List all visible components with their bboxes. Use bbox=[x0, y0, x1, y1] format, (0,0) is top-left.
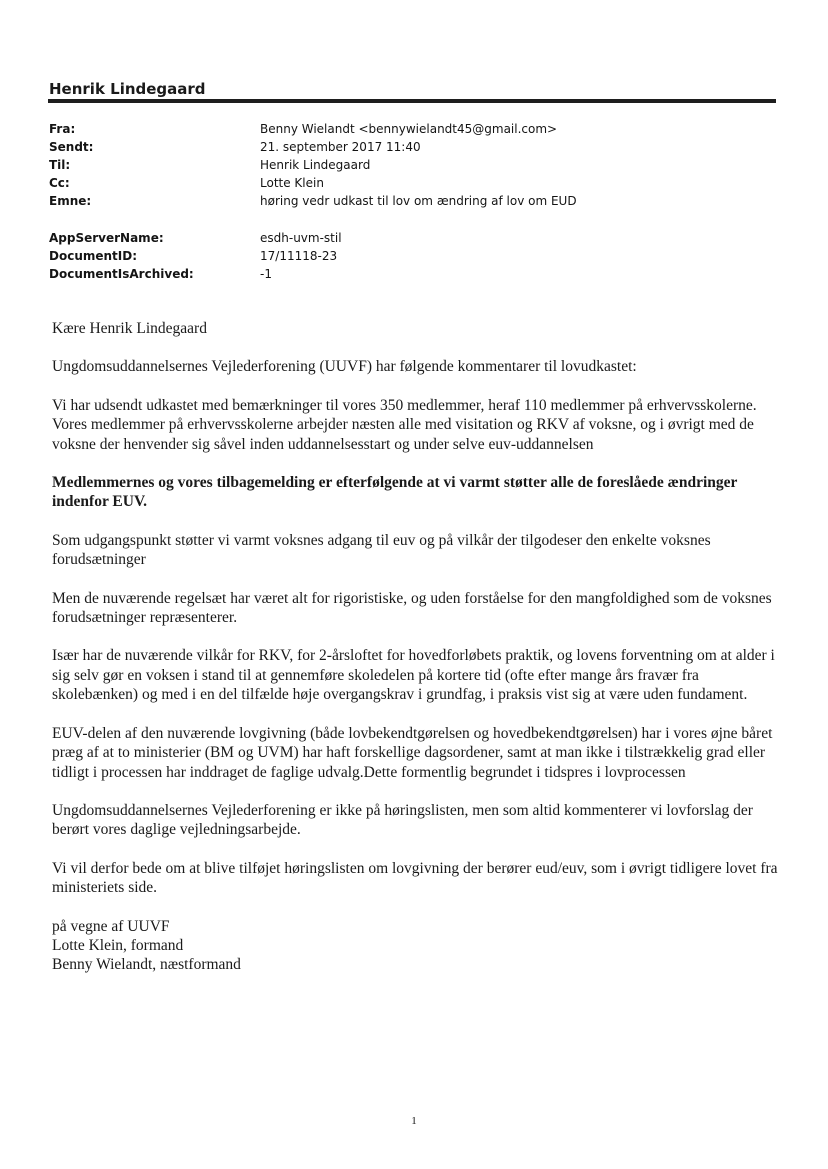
signature-line: Benny Wielandt, næstformand bbox=[52, 956, 241, 974]
paragraph: Vi har udsendt udkastet med bemærkninger til vores 350 medlemmer, heraf 110 medlemmer på erhvervsskolerne. Vores medlemmer på erhvervsskolerne arbejder næsten alle med visitation og RKV af voksne, og i øvrigt med de voksne der henvender sig såvel inden uddannelsesstart og under selve euv-uddannelsen bbox=[52, 396, 757, 453]
field-label: Cc: bbox=[49, 176, 70, 190]
field-value: høring vedr udkast til lov om ændring af lov om EUD bbox=[260, 194, 577, 208]
sender-name-heading: Henrik Lindegaard bbox=[49, 80, 206, 98]
field-value: Benny Wielandt <bennywielandt45@gmail.com> bbox=[260, 122, 558, 136]
field-label: Sendt: bbox=[49, 140, 94, 154]
signature-line: på vegne af UUVF bbox=[52, 917, 170, 935]
greeting: Kære Henrik Lindegaard bbox=[52, 320, 207, 337]
paragraph: Som udgangspunkt støtter vi varmt voksnes adgang til euv og på vilkår der tilgodeser den enkelte voksnes forudsætninger bbox=[52, 531, 711, 569]
field-value: 17/11118-23 bbox=[260, 249, 338, 263]
field-label: Emne: bbox=[49, 194, 92, 208]
paragraph: EUV-delen af den nuværende lovgivning (både lovbekendtgørelsen og hovedbekendtgørelsen) har i vores øjne båret præg af at to ministerier (BM og UVM) har haft forskellige dagsordener, samt at man ikke i tilstrækkelig grad eller tidligt i processen har inddraget de faglige udvalg.Dette formentlig begrundet i tidspres i lovprocessen bbox=[52, 724, 773, 781]
field-value: esdh-uvm-stil bbox=[260, 231, 342, 245]
bold-paragraph: Medlemmernes og vores tilbagemelding er efterfølgende at vi varmt støtter alle de foreslåede ændringer indenfor EUV. bbox=[52, 474, 738, 511]
field-label: AppServerName: bbox=[49, 231, 164, 245]
paragraph: Ungdomsuddannelsernes Vejlederforening er ikke på høringslisten, men som altid kommenterer vi lovforslag der berørt vores daglige vejledningsarbejde. bbox=[52, 801, 753, 839]
signature-line: Lotte Klein, formand bbox=[52, 936, 184, 954]
field-label: Til: bbox=[49, 158, 71, 172]
paragraph: Ungdomsuddannelsernes Vejlederforening (UUVF) har følgende kommentarer til lovudkastet: bbox=[52, 358, 637, 376]
field-label: DocumentID: bbox=[49, 249, 138, 263]
paragraph: Især har de nuværende vilkår for RKV, for 2-årsloftet for hovedforløbets praktik, og lovens forventning om at alder i sig selv gør en voksen i stand til at gennemføre skoledelen på kortere tid (ofte efter mange års fravær fra skolebænken) og med i en del tilfælde høje overgangskrav i grundfag, i praksis vist sig at være uden fundament. bbox=[52, 647, 775, 704]
letter-body bbox=[52, 319, 782, 975]
field-label: DocumentIsArchived: bbox=[49, 267, 194, 281]
signature-block bbox=[52, 917, 782, 975]
paragraph: Men de nuværende regelsæt har været alt for rigoristiske, og uden forståelse for den mangfoldighed som de voksnes forudsætninger repræsenterer. bbox=[52, 589, 772, 627]
paragraph: Vi vil derfor bede om at blive tilføjet høringslisten om lovgivning der berører eud/euv, som i øvrigt tidligere lovet fra ministeriets side. bbox=[52, 859, 778, 897]
field-value: Henrik Lindegaard bbox=[260, 158, 371, 172]
field-value: 21. september 2017 11:40 bbox=[260, 140, 421, 154]
header-rule bbox=[48, 99, 776, 103]
field-label: Fra: bbox=[49, 122, 76, 136]
field-value: Lotte Klein bbox=[260, 176, 324, 190]
field-value: -1 bbox=[260, 267, 272, 281]
page-number: 1 bbox=[411, 1115, 417, 1127]
